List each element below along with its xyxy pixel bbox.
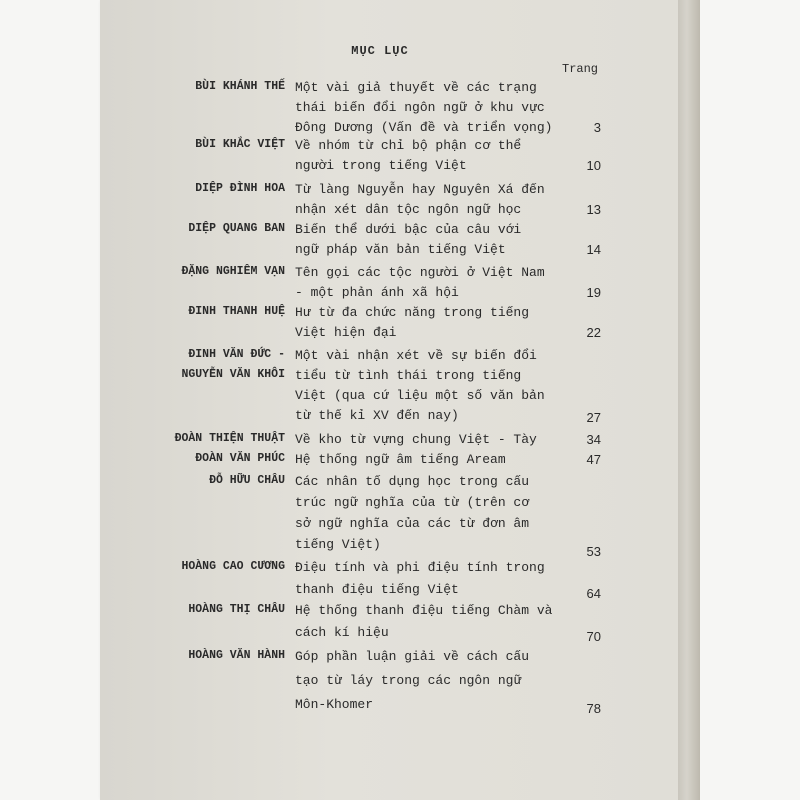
entry-author: HOÀNG THỊ CHÂU bbox=[188, 603, 285, 616]
entry-author: HOÀNG CAO CƯƠNG bbox=[181, 560, 285, 573]
entry-coauthor: NGUYỄN VĂN KHÔI bbox=[181, 368, 285, 381]
entry-author: ĐẶNG NGHIÊM VẠN bbox=[181, 265, 285, 278]
entry-title-line: tạo từ láy trong các ngôn ngữ bbox=[295, 673, 522, 688]
entry-page-number: 70 bbox=[586, 629, 601, 644]
entry-title-line: Hệ thống ngữ âm tiếng Aream bbox=[295, 452, 506, 467]
entry-title-line: thái biến đổi ngôn ngữ ở khu vực bbox=[295, 100, 545, 115]
entry-page-number: 19 bbox=[586, 285, 601, 300]
entry-title-line: Về nhóm từ chỉ bộ phận cơ thể bbox=[295, 138, 522, 153]
entry-page-number: 34 bbox=[586, 432, 601, 447]
entry-author: ĐINH VĂN ĐỨC - bbox=[188, 348, 285, 361]
entry-title-line: Điệu tính và phi điệu tính trong bbox=[295, 560, 545, 575]
entry-page-number: 10 bbox=[586, 158, 601, 173]
entry-page-number: 14 bbox=[586, 242, 601, 257]
entry-page-number: 27 bbox=[586, 410, 601, 425]
entry-author: DIỆP ĐÌNH HOA bbox=[195, 182, 285, 195]
entry-title-line: Hư từ đa chức năng trong tiếng bbox=[295, 305, 530, 320]
entry-title-line: từ thế kỉ XV đến nay) bbox=[295, 408, 459, 423]
entry-author: BÙI KHÁNH THẾ bbox=[195, 80, 285, 93]
entry-page-number: 64 bbox=[586, 586, 601, 601]
entry-author: ĐỖ HỮU CHÂU bbox=[209, 474, 285, 487]
entry-title-line: tiểu từ tình thái trong tiếng bbox=[295, 368, 522, 383]
entry-author: ĐOÀN VĂN PHÚC bbox=[195, 452, 285, 465]
entry-title-line: Hệ thống thanh điệu tiếng Chàm và bbox=[295, 603, 553, 618]
entry-author: ĐINH THANH HUỆ bbox=[188, 305, 285, 318]
entry-page-number: 53 bbox=[586, 544, 601, 559]
entry-author: ĐOÀN THIỆN THUẬT bbox=[174, 432, 285, 445]
entry-title-line: Các nhân tố dụng học trong cấu bbox=[295, 474, 530, 489]
entry-author: BÙI KHẮC VIỆT bbox=[195, 138, 285, 151]
entry-title-line: nhận xét dân tộc ngôn ngữ học bbox=[295, 202, 522, 217]
entry-title-line: trúc ngữ nghĩa của từ (trên cơ bbox=[295, 495, 530, 510]
entry-title-line: Về kho từ vựng chung Việt - Tày bbox=[295, 432, 537, 447]
entry-page-number: 3 bbox=[593, 120, 601, 135]
entry-page-number: 13 bbox=[586, 202, 601, 217]
entry-title-line: thanh điệu tiếng Việt bbox=[295, 582, 459, 597]
entry-title-line: cách kí hiệu bbox=[295, 625, 389, 640]
entry-title-line: tiếng Việt) bbox=[295, 537, 381, 552]
page-edge bbox=[678, 0, 700, 800]
entry-title-line: Từ làng Nguyễn hay Nguyên Xá đến bbox=[295, 182, 545, 197]
entry-title-line: - một phản ánh xã hội bbox=[295, 285, 459, 300]
entry-title-line: ngữ pháp văn bản tiếng Việt bbox=[295, 242, 506, 257]
entry-author: HOÀNG VĂN HÀNH bbox=[188, 649, 285, 662]
entry-title-line: Việt hiện đại bbox=[295, 325, 397, 340]
entry-title-line: Biến thể dưới bậc của câu với bbox=[295, 222, 522, 237]
entry-title-line: Tên gọi các tộc người ở Việt Nam bbox=[295, 265, 545, 280]
entry-title-line: Một vài giả thuyết về các trạng bbox=[295, 80, 537, 95]
entry-page-number: 78 bbox=[586, 701, 601, 716]
entry-title-line: Việt (qua cứ liệu một số văn bản bbox=[295, 388, 545, 403]
page-title: MỤC LỤC bbox=[351, 44, 409, 58]
entry-title-line: sở ngữ nghĩa của các từ đơn âm bbox=[295, 516, 530, 531]
entry-title-line: Góp phần luận giải về cách cấu bbox=[295, 649, 530, 664]
entry-page-number: 47 bbox=[586, 452, 601, 467]
entry-title-line: Một vài nhận xét về sự biến đổi bbox=[295, 348, 537, 363]
entry-title-line: người trong tiếng Việt bbox=[295, 158, 467, 173]
entry-page-number: 22 bbox=[586, 325, 601, 340]
entry-title-line: Đông Dương (Vấn đề và triển vọng) bbox=[295, 120, 553, 135]
entry-title-line: Môn-Khomer bbox=[295, 697, 374, 712]
page-number-header: Trang bbox=[562, 62, 599, 76]
entry-author: DIỆP QUANG BAN bbox=[188, 222, 285, 235]
